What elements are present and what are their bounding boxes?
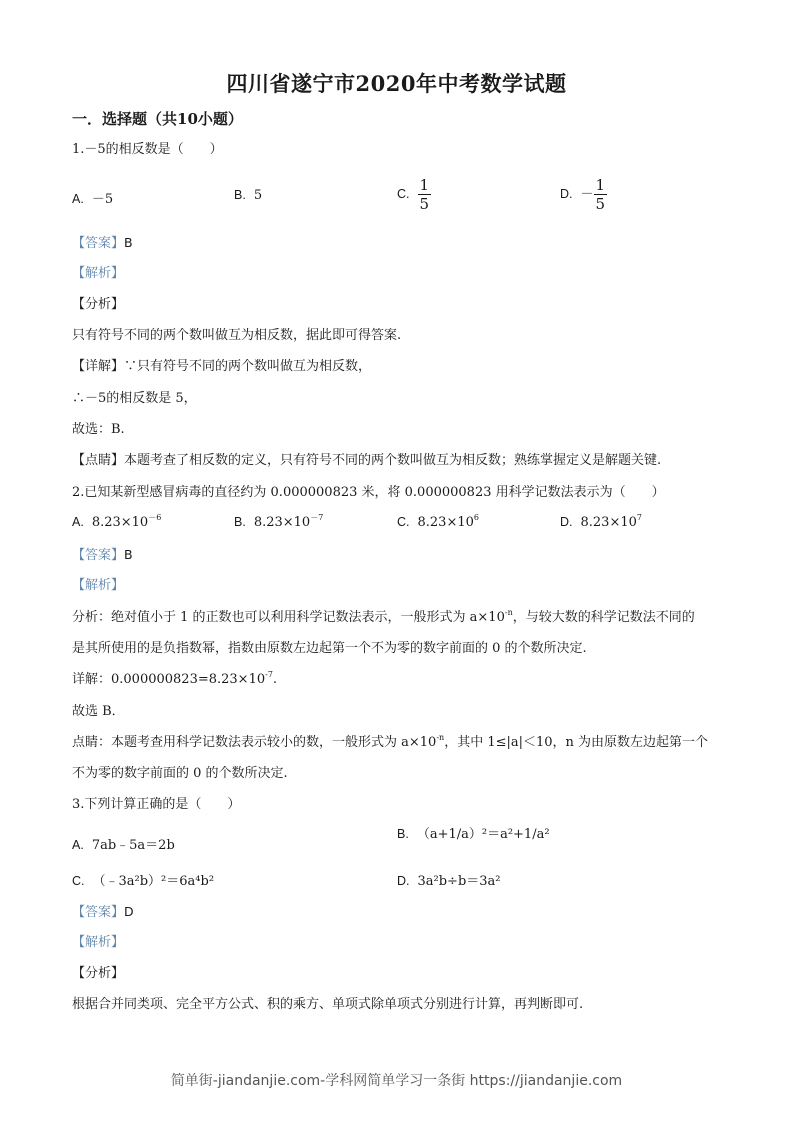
q2-analysis-line-1: 分析：绝对值小于 1 的正数也可以利用科学记数法表示，一般形式为 $a\times 10^{-n}$，与较大数的科学记数法不同的 [72,608,695,625]
q1-detail: 【详解】∵只有符号不同的两个数叫做互为相反数， [72,359,372,374]
q2-analysis-label: 【解析】 [72,578,125,593]
q1-option-a [72,188,113,207]
option-letter: C. [397,187,410,201]
q2-option-a: A. $8.23\times 10^{-6}$ [72,513,162,530]
q3-analysis-label: 【解析】 [72,935,125,950]
answer-value: D [124,904,134,919]
q1-answer [72,234,133,253]
q2-choose: 故选 B． [72,704,125,719]
option-letter: D. [560,187,573,201]
q1-fenxi-text: 只有符号不同的两个数叫做互为相反数，据此即可得答案. [72,328,402,343]
q1-fenxi-label: 【分析】 [72,297,125,312]
q2-comment-line-2: 不为零的数字前面的 0 的个数所决定. [72,766,288,781]
q3-option-a: A. 7ab﹣5a＝2b [72,838,175,853]
q3-option-d: D. 3a²b÷b＝3a² [397,874,501,889]
comment-label: 【点睛】 [72,453,125,468]
q1-option-c [397,176,431,213]
question-2-stem: 2.已知某新型感冒病毒的直径约为 0.000000823 米，将 0.000000823 用科学记数法表示为（ ） [72,485,665,500]
q2-comment-line-1: 点睛：本题考查用科学记数法表示较小的数，一般形式为 $a\times 10^{-n}$，其中 1≤|a|＜10，n 为由原数左边起第一个 [72,733,709,750]
fraction: $\frac{1}{5}$ [595,176,606,213]
answer-label: 【答案】 [72,905,125,920]
q3-fenxi-text: 根据合并同类项、完全平方公式、积的乘方、单项式除单项式分别进行计算，再判断即可. [72,997,584,1012]
q1-therefore: ∴－5的相反数是 5， [72,391,197,406]
q2-option-b: B. $8.23\times 10^{-7}$ [234,513,324,530]
option-text: －5 [91,192,114,207]
option-letter: B. [234,188,246,202]
answer-value: B [124,235,133,250]
q2-answer [72,546,133,565]
q3-option-b: B. （a+1/a）²＝a²+1/a² [397,827,550,842]
section-heading: 一．选择题（共10小题） [72,110,243,128]
formula-d: 3a²b÷b＝3a² [417,874,501,889]
question-3-stem: 3.下列计算正确的是（ ） [72,797,241,812]
answer-label: 【答案】 [72,548,125,563]
q1-analysis-label: 【解析】 [72,266,125,281]
q1-comment: 【点睛】本题考查了相反数的定义，只有符号不同的两个数叫做互为相反数；熟练掌握定义是解题关键. [72,453,662,468]
q2-analysis-line-2: 是其所使用的是负指数幂，指数由原数左边起第一个不为零的数字前面的 0 的个数所决定. [72,641,587,656]
q1-option-d: D. － $\frac{1}{5}$ [560,176,606,213]
detail-label: 【详解】 [72,359,125,374]
q2-option-d: D. $8.23\times 10^7$ [560,513,642,530]
page-title: 四川省遂宁市2020年中考数学试题 [226,71,567,96]
q3-answer [72,903,134,922]
q3-option-c: C. （﹣3a²b）²＝6a⁴b² [72,874,215,889]
answer-label: 【答案】 [72,236,125,251]
option-text: 5 [253,188,263,203]
q2-detail: 详解：$0.000000823=8.23\times 10^{-7}$. [72,670,278,687]
option-letter: A. [72,192,84,206]
question-1-stem: 1.－5的相反数是（ ） [72,142,223,157]
formula-a: 7ab﹣5a＝2b [91,838,175,853]
q1-choose: 故选：B. [72,422,125,437]
formula-b: （a+1/a）²＝a²+1/a² [416,827,550,842]
q1-option-b [234,188,262,203]
q3-fenxi-label: 【分析】 [72,966,125,981]
answer-value: B [124,547,133,562]
footer-watermark: 简单街-jiandanjie.com-学科网简单学习一条街 https://jiandanjie.com [170,1073,623,1089]
formula-c: （﹣3a²b）²＝6a⁴b² [92,874,215,889]
q2-option-c: C. $8.23\times 10^6$ [397,513,479,530]
fraction: $\frac{1}{5}$ [419,176,430,213]
